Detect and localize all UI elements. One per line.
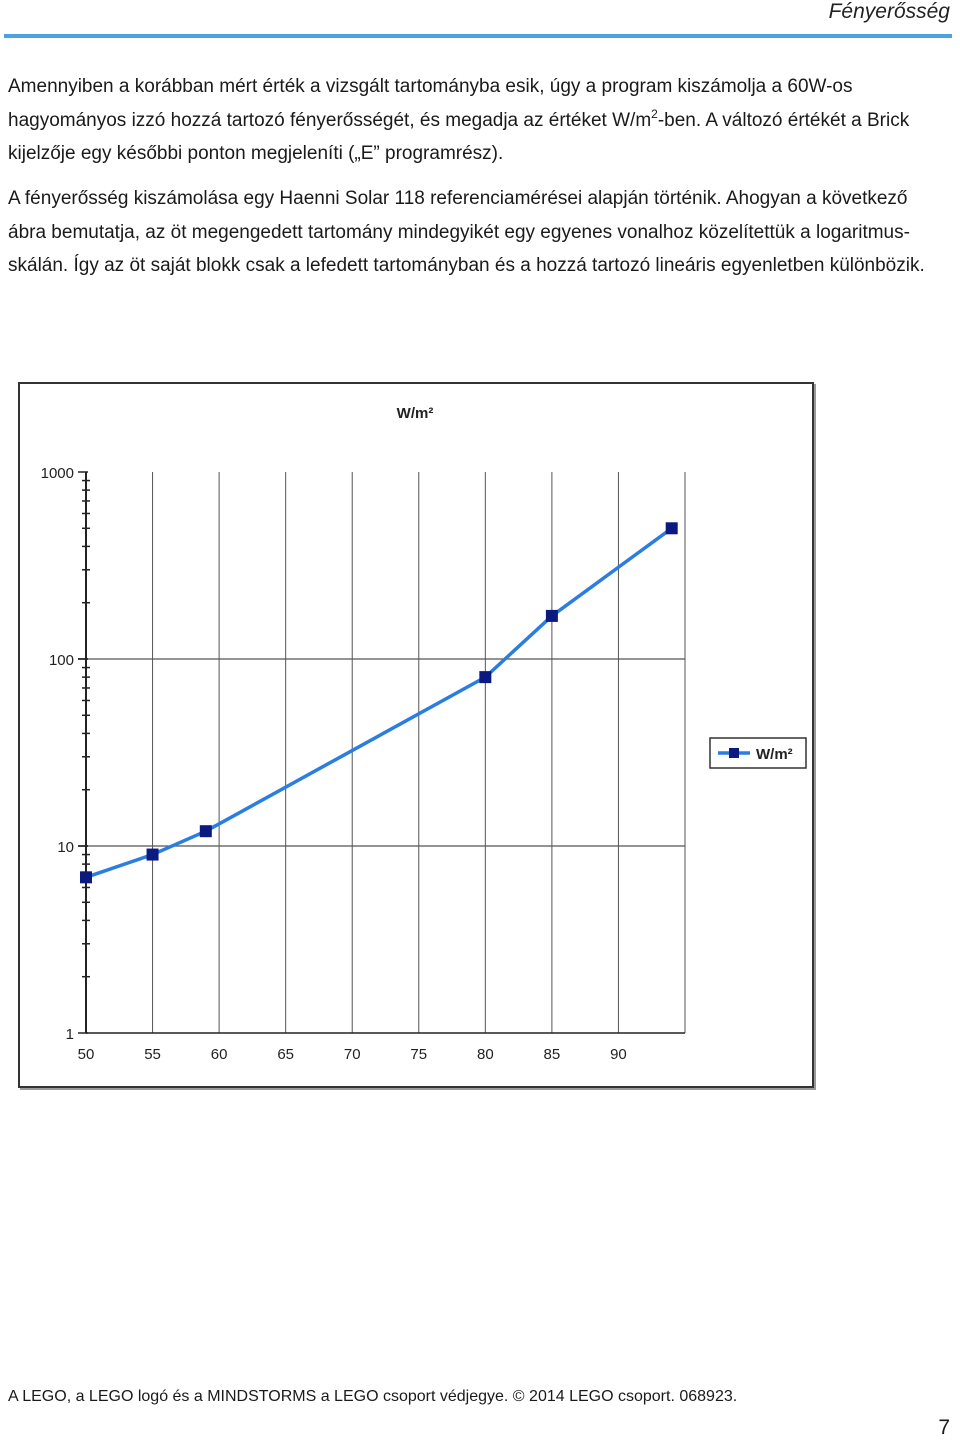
page-header-title: Fényerősség — [828, 0, 950, 23]
y-tick-label: 100 — [48, 652, 74, 669]
y-tick-label: 1000 — [40, 465, 74, 482]
page-number: 7 — [938, 1416, 950, 1439]
chart-title: W/m² — [396, 405, 434, 422]
series-line — [86, 528, 672, 877]
data-point-marker — [666, 522, 678, 534]
legend-label: W/m² — [756, 746, 793, 763]
paragraph-method: A fényerősség kiszámolása egy Haenni Solar 118 referenciamérései alapján történik. Ahogyan a következő ábra bemutatja, az öt megengedett tartomány mindegyikét egy egyenes vonalhoz közelítettük a logaritmus-skálán. Így az öt saját blokk csak a lefedett tartományban és a hozzá tartozó lineáris egyenletben különbözik. — [8, 188, 925, 276]
superscript-two: 2 — [651, 106, 658, 121]
data-point-marker — [147, 849, 159, 861]
footer-trademark: A LEGO, a LEGO logó és a MINDSTORMS a LEGO csoport védjegye. © 2014 LEGO csoport. 068923. — [8, 1388, 738, 1405]
paragraph-intro-text-a: Amennyiben a korábban mért érték a vizsgált tartományba esik, úgy a program kiszámolja a 60W-os hagyományos izzó hozzá tartozó fényerősségét, és megadja az értéket W/m — [8, 76, 853, 131]
header-divider — [4, 34, 952, 38]
x-tick-label: 65 — [277, 1046, 295, 1063]
data-point-marker — [546, 610, 558, 622]
y-tick-label: 1 — [65, 1026, 74, 1043]
x-tick-label: 75 — [410, 1046, 428, 1063]
x-tick-label: 70 — [343, 1046, 361, 1063]
data-point-marker — [479, 671, 491, 683]
paragraph-intro — [8, 70, 948, 171]
x-tick-label: 55 — [144, 1046, 161, 1063]
x-tick-label: 60 — [210, 1046, 228, 1063]
x-tick-label: 80 — [476, 1046, 494, 1063]
x-tick-label: 90 — [610, 1046, 627, 1063]
data-point-marker — [80, 871, 92, 883]
data-point-marker — [200, 825, 212, 837]
x-tick-label: 50 — [77, 1046, 95, 1063]
chart-frame — [18, 382, 814, 1088]
y-tick-label: 10 — [57, 839, 74, 856]
legend-marker — [729, 748, 739, 758]
log-line-chart — [20, 384, 812, 1086]
paragraph-intro-text-b: -ben. A változó értékét a Brick kijelzője egy későbbi ponton megjeleníti („E” programrész). — [8, 109, 910, 164]
x-tick-label: 85 — [543, 1046, 561, 1063]
